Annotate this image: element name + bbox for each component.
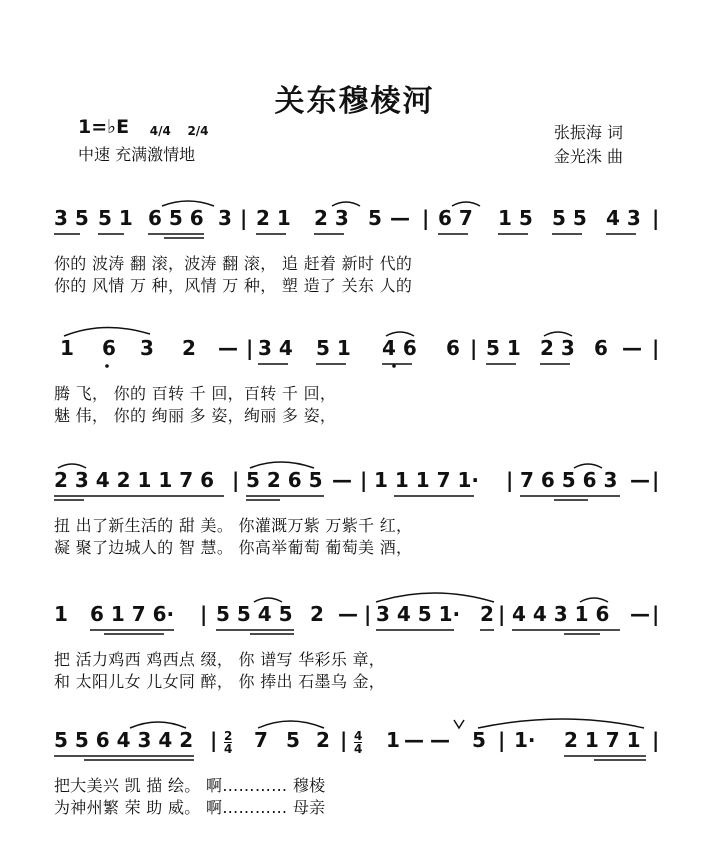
lyrics-verse-1: 你的 波涛 翻 滚，波涛 翻 滚， 追 赶着 新时 代的 xyxy=(54,254,413,273)
note-group: 1 xyxy=(386,728,400,752)
slurs-and-beams xyxy=(54,718,658,778)
lyrics-verse-2: 为神州繁 荣 助 威。 啊………… 母亲 xyxy=(54,798,326,817)
slur-mark xyxy=(376,593,494,602)
time-signature-2-4 xyxy=(187,125,208,137)
note-group: 1 xyxy=(54,602,68,626)
note-group: 6 xyxy=(594,336,608,360)
slur-mark xyxy=(580,598,608,602)
note-group: 2 3 xyxy=(540,336,575,360)
slur-mark xyxy=(478,719,644,728)
barline: | xyxy=(364,602,372,626)
note-group: 6 xyxy=(102,336,116,360)
slur-mark xyxy=(544,332,572,336)
note-group: 5 5 xyxy=(552,206,587,230)
slurs-and-beams xyxy=(54,196,658,256)
lyrics-verse-2: 魅 伟， 你的 绚丽 多 姿，绚丽 多 姿， xyxy=(54,406,337,425)
time-signature-label: 4/4 xyxy=(149,124,171,138)
barline: | xyxy=(340,728,348,752)
music-system-2 xyxy=(54,326,658,426)
note-group: 5 1 xyxy=(98,206,133,230)
note-group: 3 xyxy=(218,206,232,230)
note-group: 5 xyxy=(472,728,486,752)
barline: | xyxy=(652,468,660,492)
slurs-and-beams xyxy=(54,592,658,652)
lyricist-credit: 张振海 词 xyxy=(553,123,623,142)
barline: | xyxy=(506,468,514,492)
slurs-and-beams xyxy=(54,326,658,386)
music-system-1 xyxy=(54,196,658,296)
note-group: 1· xyxy=(514,728,536,752)
note-group: 5 1 xyxy=(316,336,351,360)
note-group: 6 5 6 xyxy=(148,206,204,230)
composer-credit: 金光洙 曲 xyxy=(553,147,623,166)
barline: | xyxy=(360,468,368,492)
note-group: 3 5 xyxy=(54,206,89,230)
dash: — xyxy=(218,336,238,360)
barline: | xyxy=(652,728,660,752)
lyrics-verse-2: 和 太阳儿女 儿女同 醉， 你 捧出 石墨乌 金， xyxy=(54,672,386,691)
barline: | xyxy=(210,728,218,752)
barline: | xyxy=(470,336,478,360)
slur-mark xyxy=(162,201,214,206)
slur-mark xyxy=(58,464,86,468)
lyrics-verse-1: 把 活力鸡西 鸡西点 缀， 你 谱写 华彩乐 章， xyxy=(54,650,386,669)
lyrics-verse-1: 扭 出了新生活的 甜 美。 你灌溉万紫 万紫千 红， xyxy=(54,516,413,535)
note-group: 5 1 xyxy=(486,336,521,360)
time-signature-4-4 xyxy=(150,125,171,137)
barline: | xyxy=(652,336,660,360)
note-group: 2 xyxy=(480,602,494,626)
note-group: 2 1 xyxy=(256,206,291,230)
slur-mark xyxy=(130,722,186,728)
note-group: 2 3 4 2 1 1 7 6 xyxy=(54,468,215,492)
song-title: 关东穆棱河 xyxy=(274,84,435,119)
time-signature-4-4: 4 4 xyxy=(354,729,363,756)
lyrics-verse-2: 凝 聚了边城人的 智 慧。 你高举葡萄 葡萄美 酒， xyxy=(54,538,413,557)
dash: — xyxy=(430,728,450,752)
note-group: 3 xyxy=(140,336,154,360)
note-group: 5 xyxy=(368,206,382,230)
note-group: 6 xyxy=(446,336,460,360)
slur-mark xyxy=(64,327,150,336)
slur-mark xyxy=(250,462,314,468)
note-group: 4 6 xyxy=(382,336,417,360)
slur-mark xyxy=(254,598,282,602)
note-group: 1 xyxy=(60,336,74,360)
barline: | xyxy=(498,602,506,626)
note-group: 2 xyxy=(182,336,196,360)
note-group: 6 7 xyxy=(438,206,473,230)
note-group: 3 4 xyxy=(258,336,293,360)
time-signature-label: 2/4 xyxy=(187,124,209,138)
slur-mark xyxy=(386,332,414,336)
barline: | xyxy=(422,206,430,230)
barline: | xyxy=(652,206,660,230)
slur-mark xyxy=(452,202,480,206)
barline: | xyxy=(498,728,506,752)
note-group: 3 4 5 1· xyxy=(376,602,461,626)
note-group: 1 1 1 7 1· xyxy=(374,468,480,492)
dash: — xyxy=(338,602,358,626)
note-group: 2 xyxy=(316,728,330,752)
note-group: 5 5 6 4 3 4 2 xyxy=(54,728,194,752)
note-group: 5 xyxy=(286,728,300,752)
dash: — xyxy=(390,206,410,230)
note-group: 2 1 7 1 xyxy=(564,728,641,752)
time-signature-2-4: 2 4 xyxy=(224,729,233,756)
lyrics-verse-1: 把大美兴 凯 描 绘。 啊………… 穆棱 xyxy=(54,776,326,795)
key-signature: 1=♭E xyxy=(78,116,130,138)
barline: | xyxy=(240,206,248,230)
slur-mark xyxy=(332,202,360,206)
slurs-and-beams xyxy=(54,458,658,518)
dash: — xyxy=(630,468,650,492)
note-group: 2 3 xyxy=(314,206,349,230)
dash: — xyxy=(622,336,642,360)
barline: | xyxy=(652,602,660,626)
note-group: 7 xyxy=(254,728,268,752)
note-group: 2 xyxy=(310,602,324,626)
slur-mark xyxy=(258,721,324,728)
key-signature-row xyxy=(78,116,209,138)
note-group: 1 5 xyxy=(498,206,533,230)
slur-mark xyxy=(574,464,602,468)
barline: | xyxy=(200,602,208,626)
note-group: 7 6 5 6 3 xyxy=(520,468,618,492)
barline: | xyxy=(246,336,254,360)
dash: — xyxy=(332,468,352,492)
lyrics-verse-1: 腾 飞， 你的 百转 千 回，百转 千 回， xyxy=(54,384,337,403)
tempo-marking: 中速 充满激情地 xyxy=(78,145,196,164)
music-system-5 xyxy=(54,718,658,818)
note-group: 5 5 4 5 xyxy=(216,602,293,626)
note-group: 4 3 xyxy=(606,206,641,230)
dash: — xyxy=(630,602,650,626)
barline: | xyxy=(232,468,240,492)
note-group: 5 2 6 5 xyxy=(246,468,323,492)
music-system-4 xyxy=(54,592,658,692)
dash: — xyxy=(404,728,424,752)
music-system-3 xyxy=(54,458,658,558)
note-group: 6 1 7 6· xyxy=(90,602,175,626)
breath-mark xyxy=(454,720,464,728)
lyrics-verse-2: 你的 风情 万 种，风情 万 种， 塑 造了 关东 人的 xyxy=(54,276,413,295)
note-group: 4 4 3 1 6 xyxy=(512,602,610,626)
